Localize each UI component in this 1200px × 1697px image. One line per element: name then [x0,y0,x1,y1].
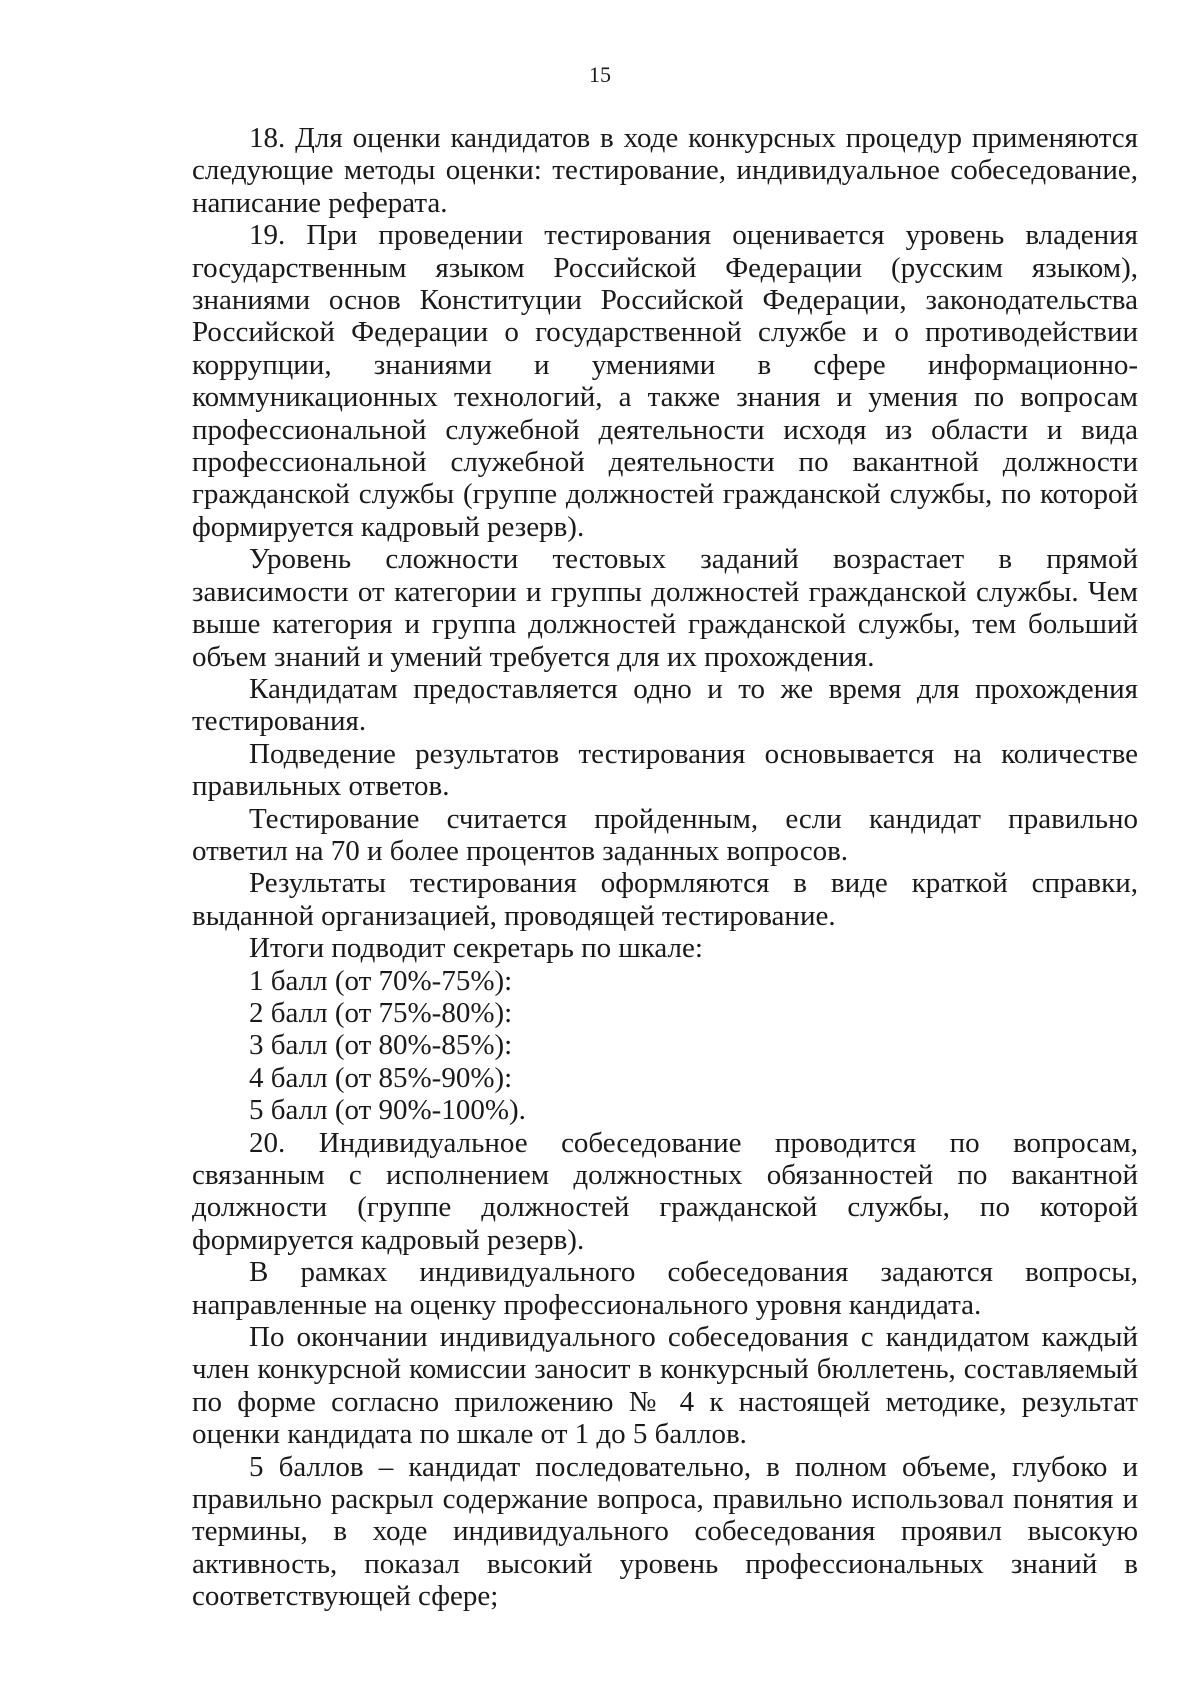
paragraph-test-passed: Тестирование считается пройденным, если кандидат правильно ответил на 70 и более процентов заданных вопросов. [192,802,1138,867]
scale-item-2: 2 балл (от 75%-80%): [249,996,513,1029]
paragraph-test-results: Подведение результатов тестирования основывается на количестве правильных ответов. [192,737,1138,803]
paragraph-scale-intro: Итоги подводит секретарь по шкале: [249,932,703,965]
paragraph-20-interview: 20. Индивидуальное собеседование проводится по вопросам, связанным с исполнением должностных обязанностей по вакантной должности (группе должностей гражданской службы, по которой формируется кадровый резерв). [192,1126,1138,1256]
scale-item-5: 5 балл (от 90%-100%). [249,1094,526,1127]
scale-item-3: 3 балл (от 80%-85%): [249,1029,513,1062]
paragraph-five-points: 5 баллов – кандидат последовательно, в полном объеме, глубоко и правильно раскрыл содержание вопроса, правильно использовал понятия и термины, в ходе индивидуального собеседования проявил высокую активность, показал высокий уровень профессиональных знаний в соответствующей сфере; [192,1450,1138,1613]
scale-item-1: 1 балл (от 70%-75%): [249,964,513,997]
paragraph-test-certificate: Результаты тестирования оформляются в виде краткой справки, выданной организацией, проводящей тестирование. [192,867,1138,932]
page-number: 15 [589,62,611,87]
paragraph-test-difficulty: Уровень сложности тестовых заданий возрастает в прямой зависимости от категории и группы должностей гражданской службы. Чем выше категория и группа должностей гражданской службы, тем больший объем знаний и умений требуется для их прохождения. [192,543,1138,673]
scale-item-4: 4 балл (от 85%-90%): [249,1061,513,1094]
paragraph-interview-ballot: По окончании индивидуального собеседования с кандидатом каждый член конкурсной комиссии заносит в конкурсный бюллетень, составляемый по форме согласно приложению № 4 к настоящей методике, результат оценки кандидата по шкале от 1 до 5 баллов. [192,1321,1138,1451]
paragraph-test-time: Кандидатам предоставляется одно и то же время для прохождения тестирования. [192,672,1138,738]
document-body [192,122,1138,1613]
paragraph-19-testing: 19. При проведении тестирования оценивается уровень владения государственным языком Российской Федерации (русским языком), знаниями основ Конституции Российской Федерации, законодательства Российской Федерации о государственной службе и о противодействии коррупции, знаниями и умениями в сфере информационно-коммуникационных технологий, а также знания и умения по вопросам профессиональной служебной деятельности исходя из области и вида профессиональной служебной деятельности по вакантной должности гражданской службы (группе должностей гражданской службы, по которой формируется кадровый резерв). [192,219,1138,543]
paragraph-18-methods: 18. Для оценки кандидатов в ходе конкурсных процедур применяются следующие методы оценки: тестирование, индивидуальное собеседование, написание реферата. [192,122,1138,219]
paragraph-interview-questions: В рамках индивидуального собеседования задаются вопросы, направленные на оценку профессионального уровня кандидата. [192,1256,1138,1321]
